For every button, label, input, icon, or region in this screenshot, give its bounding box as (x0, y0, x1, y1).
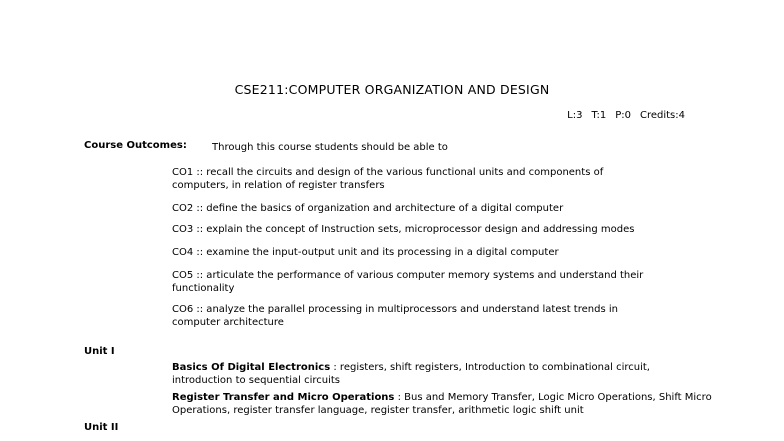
course-outcomes-intro: Through this course students should be able to (212, 142, 448, 153)
lecture-hours: L:3 (567, 110, 583, 121)
unit-1-label: Unit I (84, 346, 115, 357)
course-outcome-2: CO2 :: define the basics of organization and architecture of a digital computer (172, 203, 564, 214)
credit-info (567, 110, 685, 121)
topic-heading: Register Transfer and Micro Operations (172, 392, 395, 403)
topic-separator: : (330, 362, 340, 373)
course-outcome-5: CO5 :: articulate the performance of various computer memory systems and understand their functionality (172, 270, 644, 294)
course-outcomes-label: Course Outcomes: (84, 140, 187, 151)
tutorial-hours: T:1 (591, 110, 607, 121)
unit-1-topic-2 (172, 391, 720, 417)
topic-separator: : (394, 392, 405, 403)
course-outcome-4: CO4 :: examine the input-output unit and its processing in a digital computer (172, 247, 559, 258)
practical-hours: P:0 (615, 110, 631, 121)
course-outcome-6: CO6 :: analyze the parallel processing in multiprocessors and understand latest trends in computer architecture (172, 304, 618, 328)
topic-body: Bus and Memory Transfer, Logic Micro Operations, Shift Micro Operations, register transfer language, register transfer, arithmetic logic shift unit (172, 392, 712, 416)
topic-heading: Basics Of Digital Electronics (172, 362, 331, 373)
credits-value: Credits:4 (639, 110, 685, 121)
unit-2-label: Unit II (84, 422, 119, 433)
course-outcome-1: CO1 :: recall the circuits and design of the various functional units and components of computers, in relation of register transfers (172, 167, 604, 191)
course-title: CSE211:COMPUTER ORGANIZATION AND DESIGN (234, 82, 550, 97)
course-outcome-3: CO3 :: explain the concept of Instruction sets, microprocessor design and addressing modes (172, 224, 635, 235)
unit-1-topic-1 (172, 361, 712, 387)
topic-body: registers, shift registers, Introduction to combinational circuit, introduction to sequential circuits (172, 362, 650, 386)
